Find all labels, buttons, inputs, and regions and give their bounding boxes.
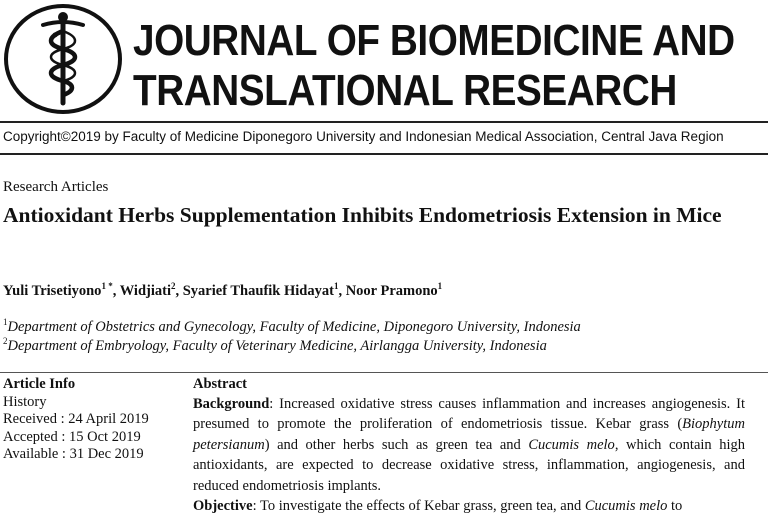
abstract bbox=[193, 376, 745, 517]
species-name: Biophytum petersianum bbox=[193, 416, 745, 453]
author-affiliation-marker: 1 bbox=[437, 281, 443, 291]
journal-logo bbox=[3, 3, 123, 115]
species-name: Cucumis melo bbox=[528, 436, 615, 453]
author-affiliation-marker: 1 bbox=[333, 281, 339, 291]
affiliation-marker: 2 bbox=[3, 336, 8, 346]
caduceus-icon bbox=[43, 12, 83, 103]
history-label: History bbox=[3, 393, 47, 410]
species-name: Cucumis melo bbox=[584, 498, 668, 514]
header-rule-bottom bbox=[0, 153, 768, 155]
objective-text: to bbox=[667, 498, 683, 514]
article-info bbox=[3, 376, 183, 464]
affiliation-marker: 1 bbox=[3, 317, 8, 327]
author-list bbox=[3, 283, 442, 300]
affiliation-1 bbox=[3, 319, 581, 336]
info-rule bbox=[0, 372, 768, 373]
journal-title-line-2: TRANSLATIONAL RESEARCH bbox=[133, 66, 677, 115]
article-section: Research Articles bbox=[3, 179, 109, 195]
background-text: , which contain high antioxidants, are expected to decrease oxidative stress, inflammation, angiogenesis, and reduced endometriosis implants. bbox=[193, 436, 745, 494]
objective-label: Objective bbox=[193, 498, 253, 514]
author-separator: , bbox=[175, 283, 183, 299]
author-name: Widjiati bbox=[119, 283, 171, 299]
objective-text: : To investigate the effects of Kebar grass, green tea, and bbox=[252, 498, 585, 514]
affiliation-2 bbox=[3, 338, 547, 355]
abstract-heading: Abstract bbox=[193, 376, 247, 392]
background-text: ) and other herbs such as green tea and bbox=[264, 436, 529, 453]
abstract-objective bbox=[193, 496, 745, 517]
background-text: : Increased oxidative stress causes inflammation and increases angiogenesis. It presumed to promote the proliferation of endometriosis tissue. Kebar grass ( bbox=[193, 395, 745, 432]
article-title: Antioxidant Herbs Supplementation Inhibits Endometriosis Extension in Mice bbox=[3, 203, 722, 227]
journal-title-line-1: JOURNAL OF BIOMEDICINE AND bbox=[133, 16, 735, 65]
author-separator: , bbox=[112, 283, 120, 299]
affiliation-text: Department of Embryology, Faculty of Veterinary Medicine, Airlangga University, Indonesia bbox=[7, 338, 547, 354]
author-affiliation-marker: 2 bbox=[170, 281, 176, 291]
author-name: Syarief Thaufik Hidayat bbox=[182, 283, 334, 299]
journal-title bbox=[133, 16, 735, 116]
header-rule-top bbox=[0, 121, 768, 123]
accepted-date: Accepted : 15 Oct 2019 bbox=[3, 428, 141, 445]
author-affiliation-marker: 1 * bbox=[101, 281, 113, 291]
received-date: Received : 24 April 2019 bbox=[3, 411, 149, 427]
copyright-notice: Copyright©2019 by Faculty of Medicine Diponegoro University and Indonesian Medical Association, Central Java Region bbox=[3, 129, 724, 144]
author-name: Yuli Trisetiyono bbox=[3, 283, 102, 299]
article-info-heading: Article Info bbox=[3, 376, 76, 392]
available-date: Available : 31 Dec 2019 bbox=[3, 446, 144, 462]
abstract-background bbox=[193, 394, 745, 497]
author-name: Noor Pramono bbox=[345, 283, 438, 299]
affiliation-text: Department of Obstetrics and Gynecology, Faculty of Medicine, Diponegoro University, Indonesia bbox=[7, 319, 581, 335]
background-label: Background bbox=[193, 395, 270, 412]
author-separator: , bbox=[338, 283, 346, 299]
